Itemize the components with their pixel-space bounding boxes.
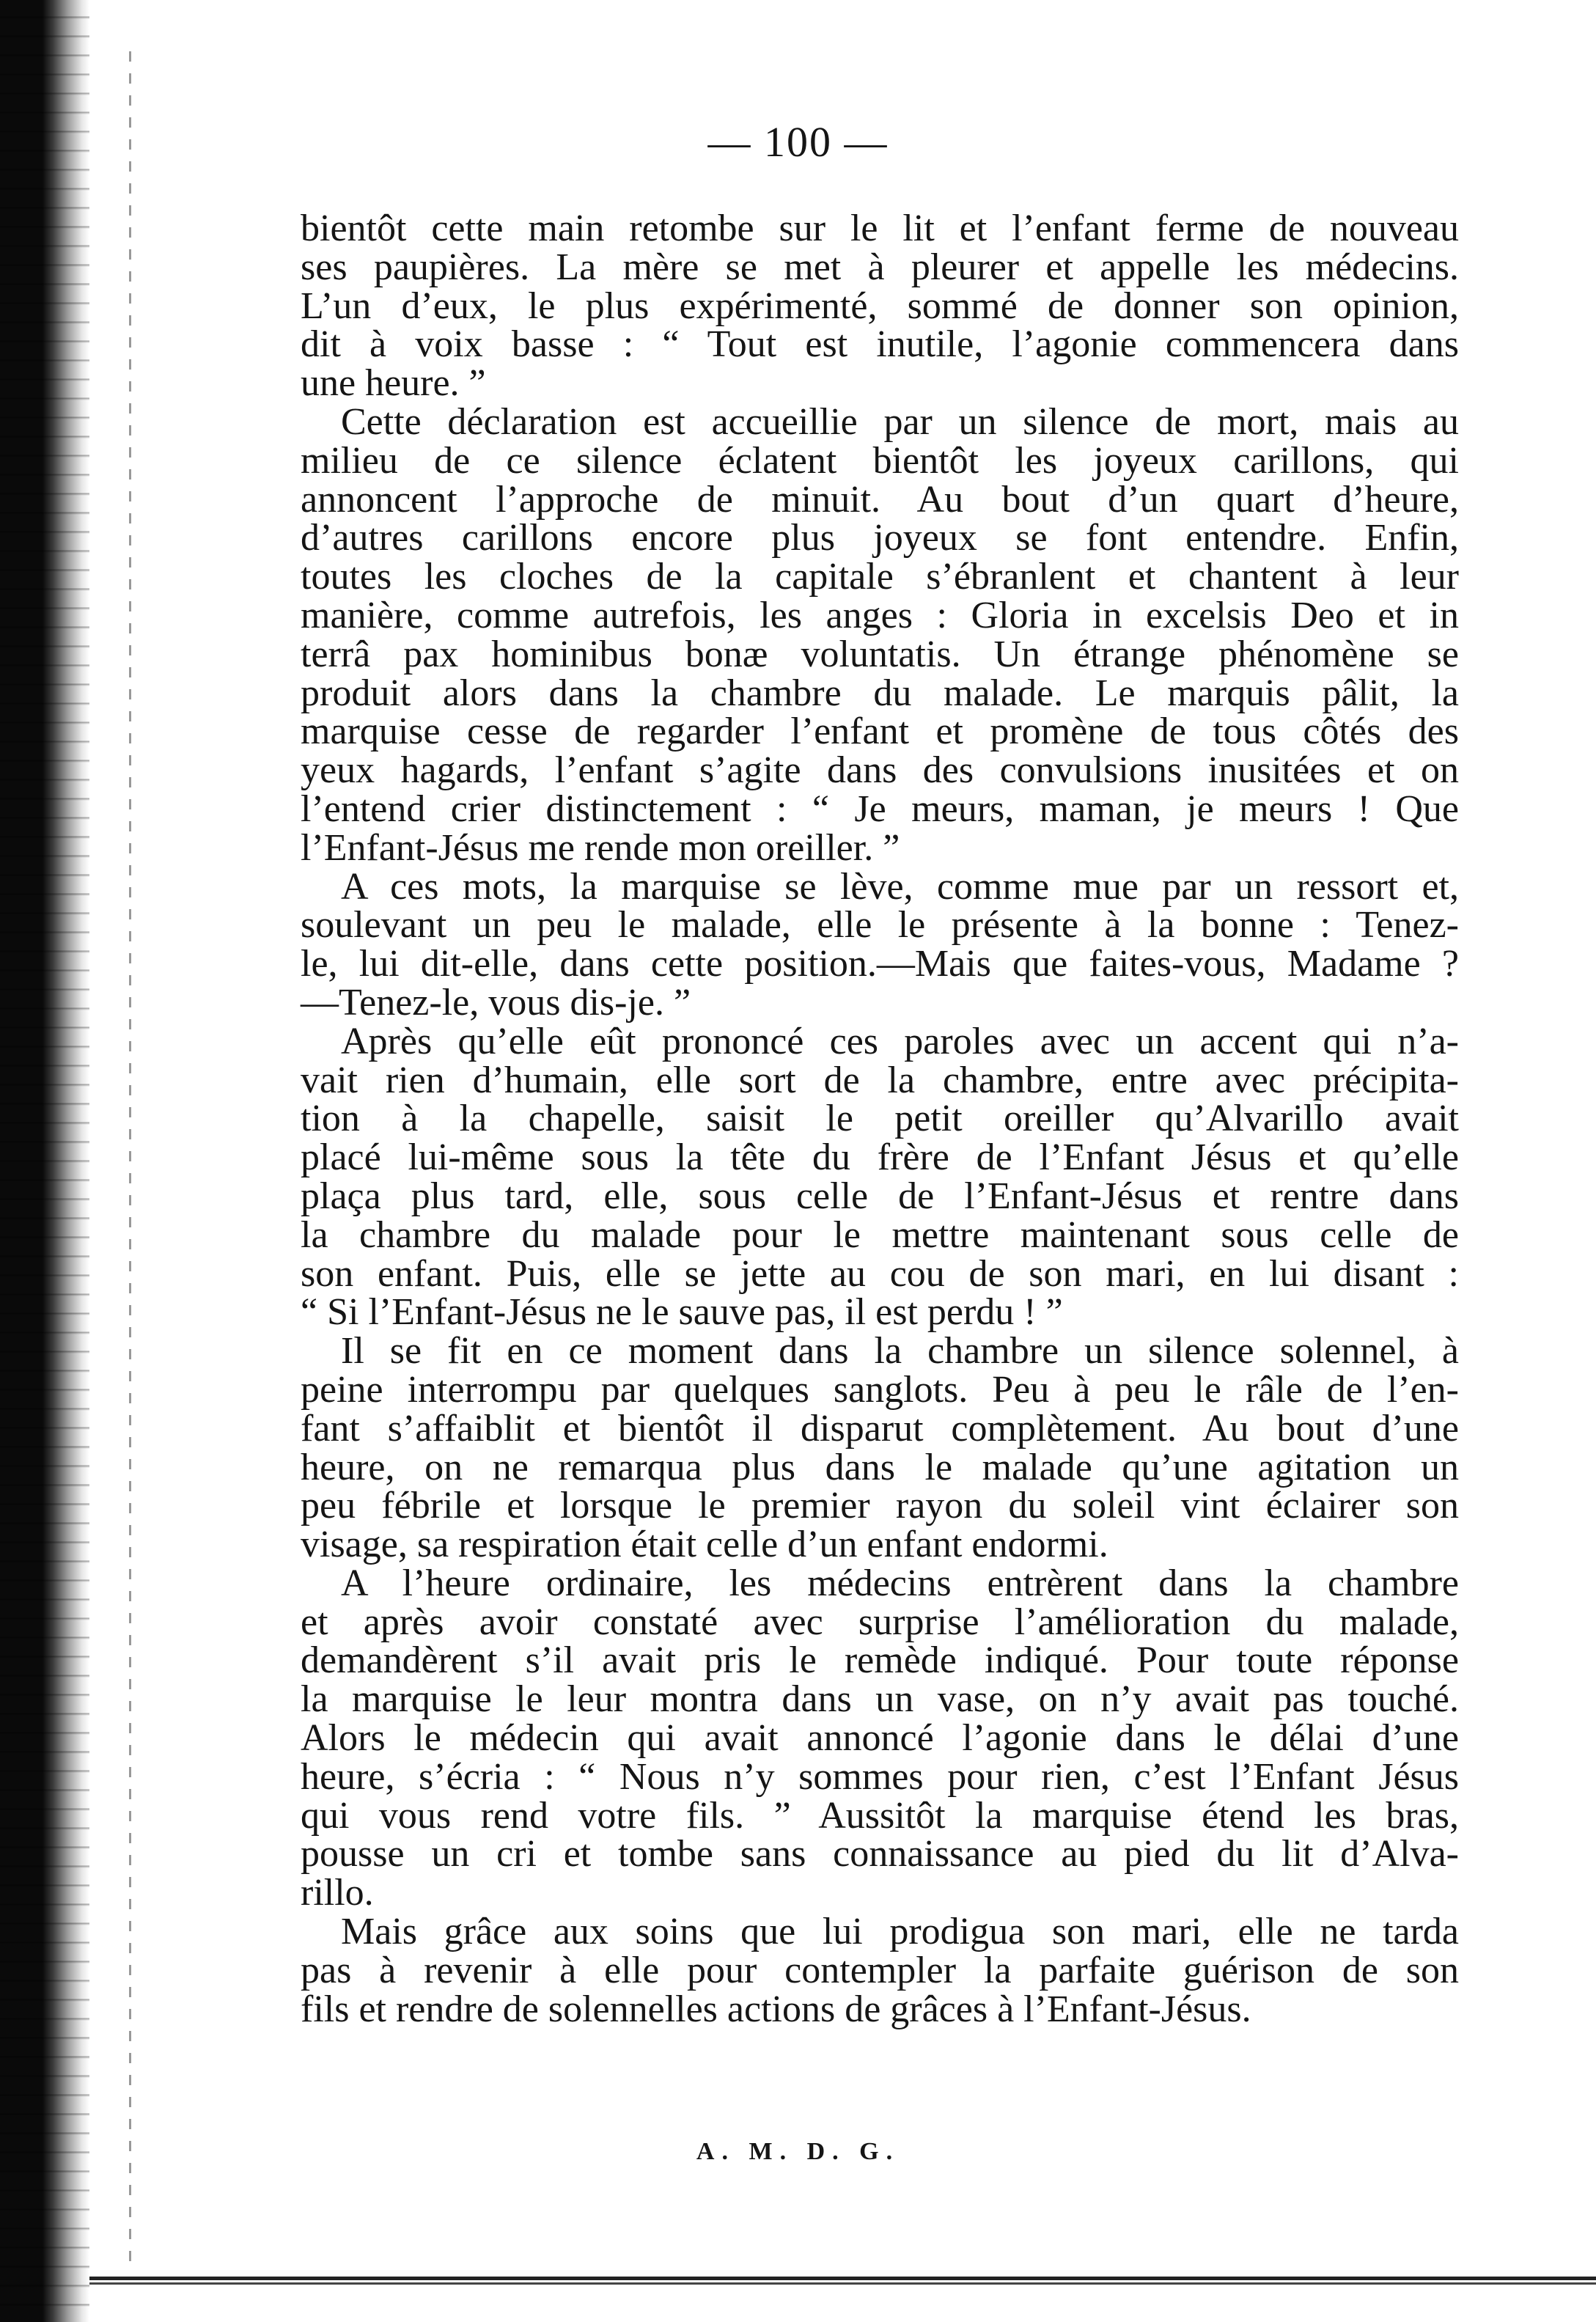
page-number: — 100 — (707, 118, 889, 166)
text-line: annoncent l’approche de minuit. Au bout d’un quart d’heure, (301, 478, 1459, 521)
text-line: manière, comme autrefois, les anges : Gloria in excelsis Deo et in (301, 594, 1459, 636)
text-line: bientôt cette main retombe sur le lit et l’enfant ferme de nouveau (301, 207, 1459, 249)
text-line: vait rien d’humain, elle sort de la chambre, entre avec précipita- (301, 1059, 1459, 1101)
text-line: soulevant un peu le malade, elle le présente à la bonne : Tenez- (301, 904, 1459, 947)
text-line: milieu de ce silence éclatent bientôt les joyeux carillons, qui (301, 439, 1459, 482)
text-line: visage, sa respiration était celle d’un enfant endormi. (301, 1524, 1108, 1566)
text-line: terrâ pax hominibus bonæ voluntatis. Un étrange phénomène se (301, 633, 1459, 675)
text-line: produit alors dans la chambre du malade. Le marquis pâlit, la (301, 672, 1459, 714)
text-line: marquise cesse de regarder l’enfant et promène de tous côtés des (301, 710, 1459, 753)
text-line: yeux hagards, l’enfant s’agite dans des convulsions inusitées et on (301, 749, 1459, 792)
text-line: la marquise le leur montra dans un vase, on n’y avait pas touché. (301, 1678, 1459, 1721)
text-line: peine interrompu par quelques sanglots. Peu à peu le râle de l’en- (301, 1368, 1459, 1411)
text-line: heure, s’écria : “ Nous n’y sommes pour rien, c’est l’Enfant Jésus (301, 1755, 1459, 1798)
gutter-shadow (129, 51, 131, 2273)
body-text (301, 207, 1459, 2030)
text-line: pas à revenir à elle pour contempler la parfaite guérison de son (301, 1949, 1459, 1991)
text-line: fils et rendre de solennelles actions de grâces à l’Enfant-Jésus. (301, 1988, 1251, 2030)
text-line: Après qu’elle eût prononcé ces paroles avec un accent qui n’a- (341, 1020, 1459, 1062)
text-line: son enfant. Puis, elle se jette au cou de son mari, en lui disant : (301, 1252, 1459, 1295)
text-line: d’autres carillons encore plus joyeux se font entendre. Enfin, (301, 517, 1459, 559)
text-line: dit à voix basse : “ Tout est inutile, l’agonie commencera dans (301, 323, 1459, 366)
text-line: —Tenez-le, vous dis-je. ” (301, 981, 691, 1024)
text-line: fant s’affaiblit et bientôt il disparut complètement. Au bout d’une (301, 1407, 1459, 1450)
text-line: Mais grâce aux soins que lui prodigua son mari, elle ne tarda (341, 1911, 1459, 1953)
text-line: qui vous rend votre fils. ” Aussitôt la marquise étend les bras, (301, 1794, 1459, 1837)
text-line: pousse un cri et tombe sans connaissance au pied du lit d’Alva- (301, 1833, 1459, 1875)
text-line: A l’heure ordinaire, les médecins entrèrent dans la chambre (341, 1562, 1459, 1604)
text-line: placé lui-même sous la tête du frère de l’Enfant Jésus et qu’elle (301, 1136, 1459, 1179)
text-line: l’entend crier distinctement : “ Je meurs, maman, je meurs ! Que (301, 787, 1459, 830)
text-line: la chambre du malade pour le mettre maintenant sous celle de (301, 1213, 1459, 1256)
text-line: rillo. (301, 1872, 374, 1914)
text-line: peu fébrile et lorsque le premier rayon du soleil vint éclairer son (301, 1485, 1459, 1527)
text-line: tion à la chapelle, saisit le petit oreiller qu’Alvarillo avait (301, 1098, 1459, 1140)
text-line: Alors le médecin qui avait annoncé l’agonie dans le délai d’une (301, 1717, 1459, 1760)
text-line: Cette déclaration est accueillie par un silence de mort, mais au (341, 400, 1459, 443)
text-line: et après avoir constaté avec surprise l’amélioration du malade, (301, 1601, 1459, 1643)
text-line: A ces mots, la marquise se lève, comme mue par un ressort et, (341, 865, 1459, 908)
text-line: le, lui dit-elle, dans cette position.—Mais que faites-vous, Madame ? (301, 943, 1459, 985)
text-line: Il se fit en ce moment dans la chambre un silence solennel, à (341, 1330, 1459, 1373)
text-line: “ Si l’Enfant-Jésus ne le sauve pas, il est perdu ! ” (301, 1291, 1063, 1334)
closing-motto: A. M. D. G. (696, 2138, 900, 2165)
text-line: demandèrent s’il avait pris le remède indiqué. Pour toute réponse (301, 1639, 1459, 1682)
book-binding-edge (0, 0, 89, 2322)
text-line: ses paupières. La mère se met à pleurer et appelle les médecins. (301, 246, 1459, 288)
text-line: toutes les cloches de la capitale s’ébranlent et chantent à leur (301, 556, 1459, 598)
bottom-border (89, 2277, 1596, 2287)
text-line: une heure. ” (301, 362, 486, 405)
text-line: heure, on ne remarqua plus dans le malade qu’une agitation un (301, 1446, 1459, 1488)
text-line: plaça plus tard, elle, sous celle de l’Enfant-Jésus et rentre dans (301, 1175, 1459, 1217)
text-line: l’Enfant-Jésus me rende mon oreiller. ” (301, 826, 900, 869)
text-line: L’un d’eux, le plus expérimenté, sommé de donner son opinion, (301, 284, 1459, 327)
